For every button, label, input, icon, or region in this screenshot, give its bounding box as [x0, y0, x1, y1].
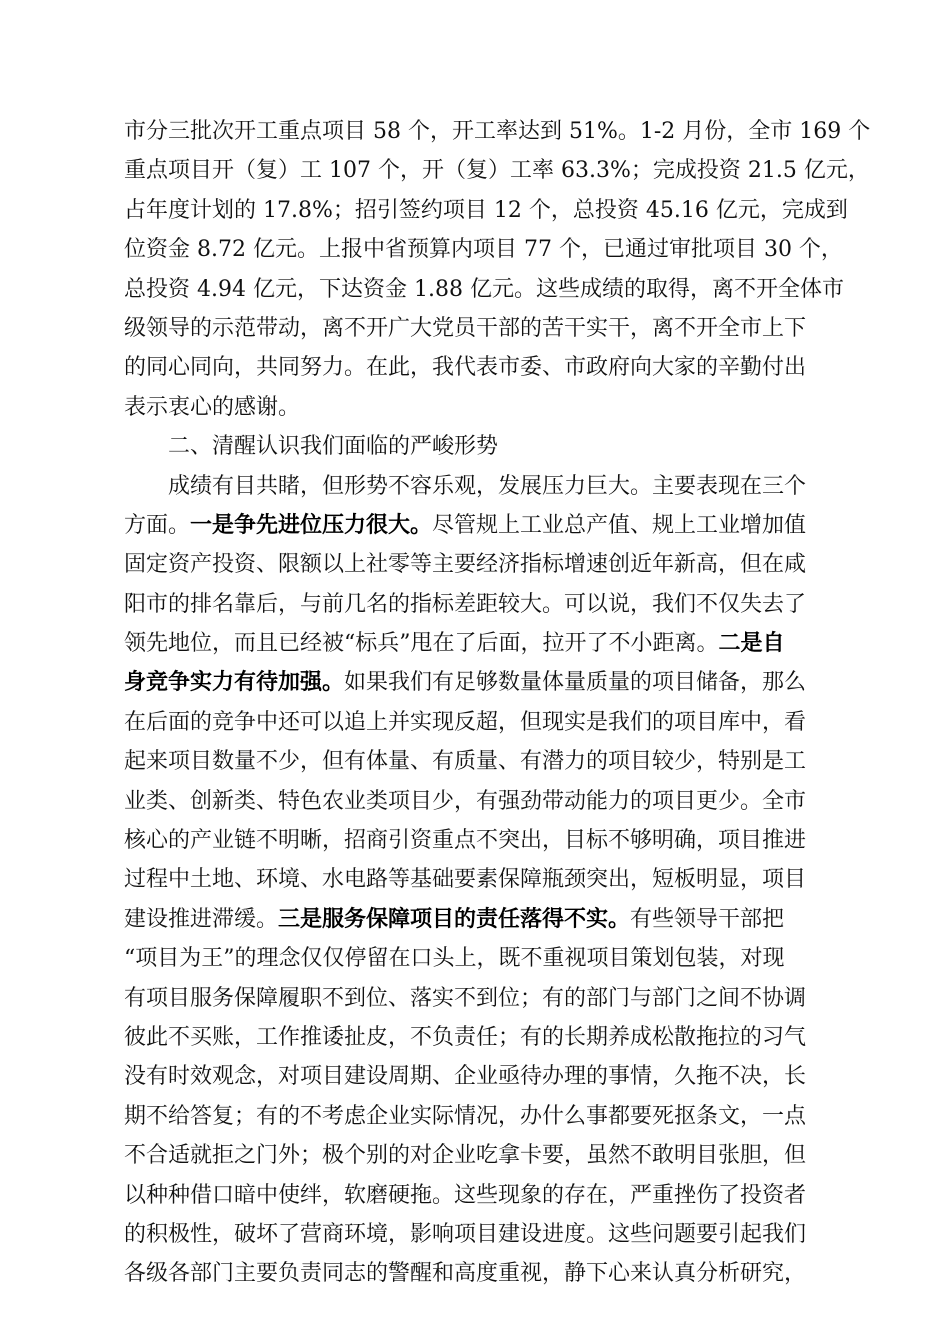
text-line [124, 506, 844, 545]
text-line: 的积极性，破坏了营商环境，影响项目建设进度。这些问题要引起我们 [124, 1221, 807, 1247]
text-line: 位资金 8.72 亿元。上报中省预算内项目 77 个，已通过审批项目 30 个， [124, 237, 843, 263]
text-span: 建设推进滞缓。 [124, 906, 279, 932]
text-line: 彼此不买账，工作推诿扯皮，不负责任；有的长期养成松散拖拉的习气 [124, 1024, 807, 1050]
text-line: 有项目服务保障履职不到位、落实不到位；有的部门与部门之间不协调 [124, 985, 807, 1011]
bold-point-3: 三是服务保障项目的责任落得不实。 [278, 905, 631, 932]
text-line [124, 900, 844, 939]
text-span: 领先地位，而且已经被“标兵”甩在了后面，拉开了不小距离。 [124, 631, 719, 657]
text-line: 没有时效观念，对项目建设周期、企业亟待办理的事情，久拖不决，长 [124, 1064, 807, 1090]
text-span: 尽管规上工业总产值、规上工业增加值 [432, 512, 807, 538]
text-line: 以种种借口暗中使绊，软磨硬拖。这些现象的存在，严重挫伤了投资者 [124, 1182, 807, 1208]
text-line: 起来项目数量不少，但有体量、有质量、有潜力的项目较少，特别是工 [124, 749, 807, 775]
text-line: 的同心同向，共同努力。在此，我代表市委、市政府向大家的辛勤付出 [124, 355, 807, 381]
text-line: 占年度计划的 17.8%；招引签约项目 12 个，总投资 45.16 亿元，完成到 [124, 197, 848, 223]
text-line: 市分三批次开工重点项目 58 个，开工率达到 51%。1-2 月份，全市 169 个 [124, 119, 871, 144]
text-line: 业类、创新类、特色农业类项目少，有强劲带动能力的项目更少。全市 [124, 788, 807, 814]
text-line: 在后面的竞争中还可以追上并实现反超，但现实是我们的项目库中，看 [124, 709, 807, 735]
bold-point-2-end: 身竞争实力有待加强。 [124, 669, 345, 696]
text-line: “项目为王”的理念仅仅停留在口头上，既不重视项目策划包装，对现 [124, 946, 785, 972]
text-line: 重点项目开（复）工 107 个，开（复）工率 63.3%；完成投资 21.5 亿元， [124, 158, 870, 184]
text-line: 成绩有目共睹，但形势不容乐观，发展压力巨大。主要表现在三个 [168, 473, 807, 499]
document-page [124, 112, 871, 1294]
text-span: 如果我们有足够数量体量质量的项目储备，那么 [344, 670, 807, 696]
bold-point-1: 一是争先进位压力很大。 [190, 511, 433, 538]
text-line: 不合适就拒之门外；极个别的对企业吃拿卡要，虽然不敢明目张胆，但 [124, 1143, 807, 1169]
text-line: 总投资 4.94 亿元，下达资金 1.88 亿元。这些成绩的取得，离不开全体市 [124, 276, 844, 302]
text-line: 固定资产投资、限额以上社零等主要经济指标增速创近年新高，但在咸 [124, 552, 807, 578]
section-heading: 二、清醒认识我们面临的严峻形势 [168, 434, 499, 460]
text-line: 各级各部门主要负责同志的警醒和高度重视，静下心来认真分析研究， [124, 1261, 807, 1287]
text-line: 级领导的示范带动，离不开广大党员干部的苦干实干，离不开全市上下 [124, 315, 807, 341]
bold-point-2-start: 二是自 [718, 630, 785, 657]
text-line: 阳市的排名靠后，与前几名的指标差距较大。可以说，我们不仅失去了 [124, 591, 807, 617]
text-line: 期不给答复；有的不考虑企业实际情况，办什么事都要死抠条文，一点 [124, 1103, 807, 1129]
text-line: 表示衷心的感谢。 [124, 394, 301, 420]
text-span: 有些领导干部把 [630, 906, 785, 932]
text-line [124, 624, 844, 663]
text-line: 核心的产业链不明晰，招商引资重点不突出，目标不够明确，项目推进 [124, 828, 807, 854]
text-span: 方面。 [124, 512, 191, 538]
text-line: 过程中土地、环境、水电路等基础要素保障瓶颈突出，短板明显，项目 [124, 867, 807, 893]
text-line [124, 663, 844, 702]
